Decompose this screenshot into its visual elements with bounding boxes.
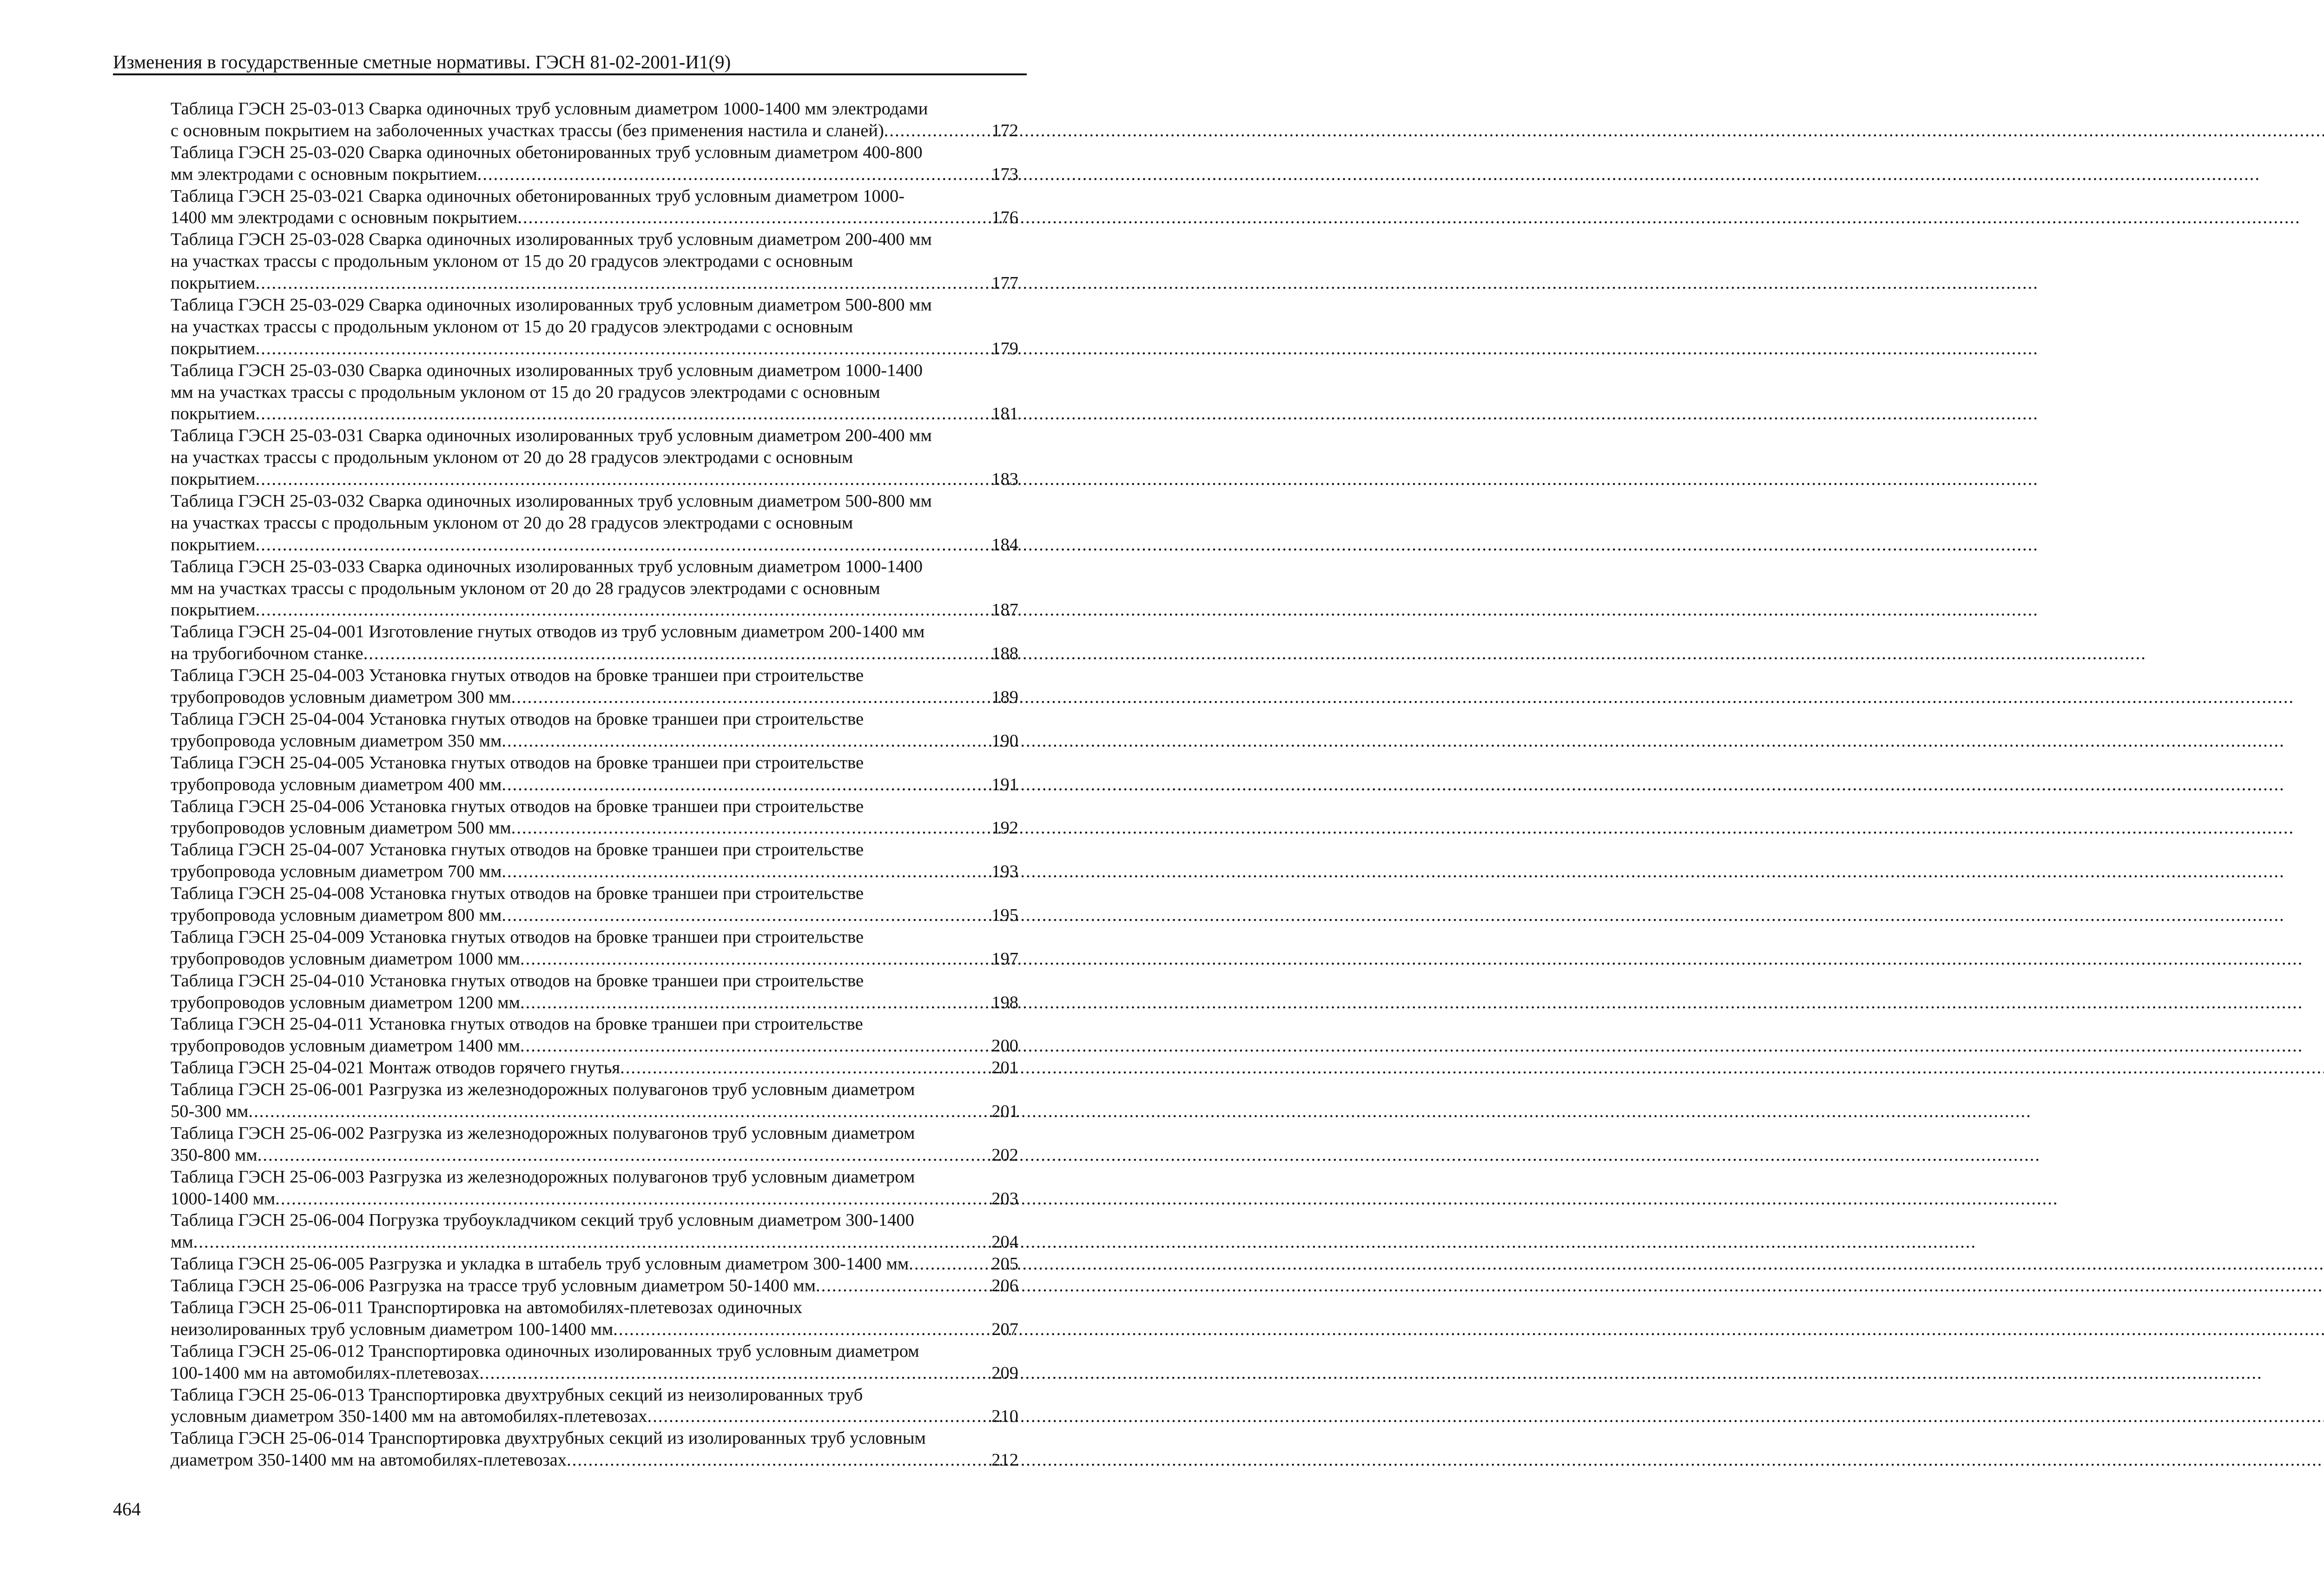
toc-entry-last-line xyxy=(171,338,1018,360)
toc-entry-text-line: Таблица ГЭСН 25-04-004 Установка гнутых отводов на бровке траншеи при строительстве xyxy=(171,709,864,729)
toc-entry-text-line: на участках трассы с продольным уклоном от 15 до 20 градусов электродами с основным xyxy=(171,317,853,337)
toc-entry[interactable] xyxy=(171,229,1018,294)
toc-entry-text-line: Таблица ГЭСН 25-06-014 Транспортировка двухтрубных секций из изолированных труб условным xyxy=(171,1428,926,1448)
dot-leader xyxy=(520,948,990,970)
toc-entry-text-line: мм на участках трассы с продольным уклоном от 20 до 28 градусов электродами с основным xyxy=(171,578,880,598)
toc-page-number: 206 xyxy=(991,1276,1018,1296)
toc-entry-text-line: с основным покрытием на заболоченных участках трассы (без применения настила и сланей) xyxy=(171,120,884,140)
toc-page-number: 203 xyxy=(991,1189,1018,1209)
toc-page-number: 179 xyxy=(991,338,1018,358)
dot-leader xyxy=(502,730,990,752)
toc-entry-last-line xyxy=(171,534,1018,556)
toc-entry-text-line: покрытием xyxy=(171,273,256,293)
dot-leader xyxy=(256,599,991,621)
toc-entry[interactable] xyxy=(171,621,1018,665)
toc-entry-text-line: мм xyxy=(171,1232,193,1252)
toc-entry[interactable] xyxy=(171,142,1018,185)
toc-entry-text-line: Таблица ГЭСН 25-04-009 Установка гнутых отводов на бровке траншеи при строительстве xyxy=(171,927,864,947)
toc-entry-text-line: Таблица ГЭСН 25-04-008 Установка гнутых отводов на бровке траншеи при строительстве xyxy=(171,884,864,904)
toc-entry[interactable] xyxy=(171,1079,1018,1123)
dot-leader xyxy=(363,643,991,665)
dot-leader xyxy=(193,1231,991,1253)
toc-entry-last-line xyxy=(171,1101,1018,1123)
toc-entry-last-line xyxy=(171,272,1018,294)
toc-entry-last-line xyxy=(171,1057,1018,1079)
toc-page-number: 212 xyxy=(991,1450,1018,1470)
toc-entry-text-line: Таблица ГЭСН 25-03-013 Сварка одиночных труб условным диаметром 1000-1400 мм электродами xyxy=(171,99,928,119)
toc-entry-text-line: мм на участках трассы с продольным уклоном от 15 до 20 градусов электродами с основным xyxy=(171,382,880,402)
toc-entry-text-line: мм электродами с основным покрытием xyxy=(171,164,477,184)
toc-entry-text-line: неизолированных труб условным диаметром 100-1400 мм xyxy=(171,1319,614,1339)
dot-leader xyxy=(477,164,991,185)
toc-entry-text-line: Таблица ГЭСН 25-04-005 Установка гнутых отводов на бровке траншеи при строительстве xyxy=(171,753,864,773)
toc-entry-last-line xyxy=(171,1253,1018,1275)
toc-entry-text-line: покрытием xyxy=(171,535,256,555)
toc-entry-last-line xyxy=(171,207,1018,229)
dot-leader xyxy=(517,207,990,229)
toc-entry-last-line xyxy=(171,1406,1018,1427)
toc-entry[interactable] xyxy=(171,294,1018,360)
toc-entry[interactable] xyxy=(171,1427,1018,1471)
toc-page-number: 188 xyxy=(991,644,1018,664)
toc-entry-last-line xyxy=(171,1188,1018,1210)
toc-page-number: 202 xyxy=(991,1145,1018,1165)
toc-entry-text-line: покрытием xyxy=(171,404,256,424)
toc-entry[interactable] xyxy=(171,1384,1018,1428)
dot-leader xyxy=(816,1275,990,1297)
toc-page-number: 172 xyxy=(991,120,1018,140)
dot-leader xyxy=(256,272,991,294)
toc-entry-last-line xyxy=(171,1275,1018,1297)
toc-entry[interactable] xyxy=(171,185,1018,229)
toc-page-number: 183 xyxy=(991,469,1018,489)
toc-page-number: 201 xyxy=(991,1058,1018,1078)
dot-leader xyxy=(647,1406,991,1427)
toc-entry-last-line xyxy=(171,1231,1018,1253)
toc-entry-last-line xyxy=(171,992,1018,1014)
toc-entry[interactable] xyxy=(171,665,1018,708)
toc-entry-last-line xyxy=(171,599,1018,621)
toc-entry-text-line: трубопроводов условным диаметром 500 мм xyxy=(171,818,511,838)
running-header xyxy=(113,50,1027,75)
toc-entry-last-line xyxy=(171,905,1018,926)
toc-entry-last-line xyxy=(171,1449,1018,1471)
dot-leader xyxy=(511,687,991,708)
dot-leader xyxy=(502,861,990,883)
dot-leader xyxy=(256,534,991,556)
toc-entry[interactable] xyxy=(171,1123,1018,1166)
toc-entry-text-line: на трубогибочном станке xyxy=(171,644,363,664)
toc-entry[interactable] xyxy=(171,1253,1018,1275)
toc-entry-last-line xyxy=(171,403,1018,425)
toc-entry-text-line: Таблица ГЭСН 25-03-029 Сварка одиночных изолированных труб условным диаметром 500-800 мм xyxy=(171,295,932,315)
toc-entry-text-line: Таблица ГЭСН 25-04-010 Установка гнутых отводов на бровке траншеи при строительстве xyxy=(171,971,864,991)
toc-page-number: 184 xyxy=(991,535,1018,555)
dot-leader xyxy=(256,469,991,490)
toc-entry[interactable] xyxy=(171,556,1018,621)
toc-page-number: 195 xyxy=(991,905,1018,925)
toc-page-number: 176 xyxy=(991,208,1018,228)
dot-leader xyxy=(256,338,991,360)
toc-entry-text-line: Таблица ГЭСН 25-06-002 Разгрузка из железнодорожных полувагонов труб условным диаметром xyxy=(171,1123,915,1143)
toc-entry-text-line: Таблица ГЭСН 25-06-001 Разгрузка из железнодорожных полувагонов труб условным диаметром xyxy=(171,1080,915,1100)
toc-entry[interactable] xyxy=(171,490,1018,556)
toc-entry-text-line: Таблица ГЭСН 25-03-032 Сварка одиночных изолированных труб условным диаметром 500-800 мм xyxy=(171,491,932,511)
toc-entry-last-line xyxy=(171,469,1018,490)
header-title: Изменения в государственные сметные нормативы. ГЭСН 81-02-2001-И1(9) xyxy=(113,51,731,73)
toc-entry-last-line xyxy=(171,120,1018,142)
toc-page-number: 177 xyxy=(991,273,1018,293)
toc-page-number: 209 xyxy=(991,1363,1018,1383)
toc-entry-last-line xyxy=(171,1319,1018,1341)
dot-leader xyxy=(257,1144,991,1166)
dot-leader xyxy=(520,992,990,1014)
toc-entry-text-line: на участках трассы с продольным уклоном от 15 до 20 градусов электродами с основным xyxy=(171,251,853,271)
toc-page-number: 198 xyxy=(991,992,1018,1012)
toc-entry-last-line xyxy=(171,730,1018,752)
toc-entry[interactable] xyxy=(171,1013,1018,1057)
toc-entry-text-line: Таблица ГЭСН 25-03-028 Сварка одиночных изолированных труб условным диаметром 200-400 мм xyxy=(171,230,932,250)
toc-entry-text-line: Таблица ГЭСН 25-03-033 Сварка одиночных изолированных труб условным диаметром 1000-1400 xyxy=(171,556,923,576)
dot-leader xyxy=(256,403,991,425)
toc-entry[interactable] xyxy=(171,1166,1018,1210)
toc-entry-text-line: 1400 мм электродами с основным покрытием xyxy=(171,208,518,228)
toc-entry[interactable] xyxy=(171,926,1018,970)
toc-entry-text-line: Таблица ГЭСН 25-06-003 Разгрузка из железнодорожных полувагонов труб условным диаметром xyxy=(171,1167,915,1187)
toc-entry-last-line xyxy=(171,164,1018,185)
toc-entry-text-line: Таблица ГЭСН 25-04-011 Установка гнутых отводов на бровке траншеи при строительстве xyxy=(171,1014,863,1034)
toc-entry[interactable] xyxy=(171,360,1018,425)
toc-entry-text-line: трубопровода условным диаметром 800 мм xyxy=(171,905,502,925)
toc-entry-text-line: покрытием xyxy=(171,338,256,358)
toc-page-number: 207 xyxy=(991,1319,1018,1339)
toc-page-number: 192 xyxy=(991,818,1018,838)
toc-entry-text-line: Таблица ГЭСН 25-03-030 Сварка одиночных изолированных труб условным диаметром 1000-1400 xyxy=(171,360,923,380)
toc-entry-text-line: Таблица ГЭСН 25-04-007 Установка гнутых отводов на бровке траншеи при строительстве xyxy=(171,840,864,860)
toc-entry-text-line: трубопроводов условным диаметром 1400 мм xyxy=(171,1036,520,1056)
dot-leader xyxy=(620,1057,990,1079)
toc-entry-text-line: трубопроводов условным диаметром 300 мм xyxy=(171,687,511,707)
toc-entry-text-line: покрытием xyxy=(171,600,256,620)
toc-page-number: 187 xyxy=(991,600,1018,620)
toc-entry-text-line: 1000-1400 мм xyxy=(171,1189,276,1209)
toc-entry-text-line: трубопроводов условным диаметром 1000 мм xyxy=(171,949,520,969)
toc-entry[interactable] xyxy=(171,839,1018,883)
dot-leader xyxy=(520,1035,990,1057)
toc-page-number: 181 xyxy=(991,404,1018,424)
toc-entry-text-line: Таблица ГЭСН 25-04-003 Установка гнутых отводов на бровке траншеи при строительстве xyxy=(171,666,864,686)
toc-entry[interactable] xyxy=(171,883,1018,926)
table-of-contents xyxy=(171,98,1018,1471)
toc-entry-text-line: трубопровода условным диаметром 400 мм xyxy=(171,774,502,794)
dot-leader xyxy=(248,1101,990,1123)
toc-entry[interactable] xyxy=(171,98,1018,142)
page-number: 464 xyxy=(113,1499,141,1519)
dot-leader xyxy=(884,120,990,142)
toc-entry-text-line: Таблица ГЭСН 25-06-005 Разгрузка и укладка в штабель труб условным диаметром 300-1400 мм xyxy=(171,1254,909,1274)
toc-entry-text-line: 350-800 мм xyxy=(171,1145,257,1165)
toc-entry-text-line: трубопроводов условным диаметром 1200 мм xyxy=(171,992,520,1012)
toc-page-number: 205 xyxy=(991,1254,1018,1274)
toc-page-number: 173 xyxy=(991,164,1018,184)
toc-page-number: 189 xyxy=(991,687,1018,707)
toc-entry[interactable] xyxy=(171,970,1018,1014)
toc-entry-last-line xyxy=(171,774,1018,796)
toc-page-number: 210 xyxy=(991,1407,1018,1427)
toc-entry-text-line: Таблица ГЭСН 25-04-006 Установка гнутых отводов на бровке траншеи при строительстве xyxy=(171,796,864,816)
toc-entry-text-line: Таблица ГЭСН 25-06-006 Разгрузка на трассе труб условным диаметром 50-1400 мм xyxy=(171,1276,816,1296)
toc-page-number: 200 xyxy=(991,1036,1018,1056)
toc-entry-text-line: на участках трассы с продольным уклоном от 20 до 28 градусов электродами с основным xyxy=(171,513,853,533)
toc-entry-last-line xyxy=(171,643,1018,665)
toc-entry-text-line: Таблица ГЭСН 25-06-011 Транспортировка на автомобилях-плетевозах одиночных xyxy=(171,1297,803,1317)
toc-entry-text-line: Таблица ГЭСН 25-06-013 Транспортировка двухтрубных секций из неизолированных труб xyxy=(171,1385,863,1405)
toc-entry-text-line: Таблица ГЭСН 25-03-020 Сварка одиночных обетонированных труб условным диаметром 400-800 xyxy=(171,142,923,162)
toc-entry-text-line: трубопровода условным диаметром 700 мм xyxy=(171,862,502,882)
toc-entry-text-line: трубопровода условным диаметром 350 мм xyxy=(171,731,502,751)
toc-entry-text-line: Таблица ГЭСН 25-04-001 Изготовление гнутых отводов из труб условным диаметром 200-1400 мм xyxy=(171,622,925,642)
toc-entry[interactable] xyxy=(171,752,1018,796)
dot-leader xyxy=(511,817,991,839)
toc-entry[interactable] xyxy=(171,425,1018,490)
toc-entry-last-line xyxy=(171,948,1018,970)
dot-leader xyxy=(567,1449,990,1471)
toc-entry-text-line: покрытием xyxy=(171,469,256,489)
toc-entry-text-line: Таблица ГЭСН 25-06-004 Погрузка трубоукладчиком секций труб условным диаметром 300-1400 xyxy=(171,1210,914,1230)
toc-page-number: 204 xyxy=(991,1232,1018,1252)
toc-entry-last-line xyxy=(171,817,1018,839)
toc-entry-text-line: Таблица ГЭСН 25-06-012 Транспортировка одиночных изолированных труб условным диаметром xyxy=(171,1341,919,1361)
dot-leader xyxy=(502,905,990,926)
toc-entry-text-line: 100-1400 мм на автомобилях-плетевозах xyxy=(171,1363,480,1383)
dot-leader xyxy=(613,1319,990,1341)
toc-entry-text-line: диаметром 350-1400 мм на автомобилях-плетевозах xyxy=(171,1450,567,1470)
toc-entry[interactable] xyxy=(171,1209,1018,1253)
toc-page-number: 193 xyxy=(991,862,1018,882)
toc-entry[interactable] xyxy=(171,1275,1018,1297)
toc-page-number: 191 xyxy=(991,774,1018,794)
toc-entry-last-line xyxy=(171,1035,1018,1057)
toc-entry-text-line: условным диаметром 350-1400 мм на автомобилях-плетевозах xyxy=(171,1407,647,1427)
toc-entry-text-line: Таблица ГЭСН 25-04-021 Монтаж отводов горячего гнутья xyxy=(171,1058,621,1078)
toc-entry-last-line xyxy=(171,1144,1018,1166)
toc-page-number: 190 xyxy=(991,731,1018,751)
dot-leader xyxy=(275,1188,990,1210)
toc-entry[interactable] xyxy=(171,1341,1018,1384)
toc-entry-last-line xyxy=(171,861,1018,883)
toc-page-number: 201 xyxy=(991,1101,1018,1121)
dot-leader xyxy=(909,1253,990,1275)
dot-leader xyxy=(502,774,990,796)
toc-entry-text-line: Таблица ГЭСН 25-03-021 Сварка одиночных обетонированных труб условным диаметром 1000- xyxy=(171,186,905,206)
toc-entry-last-line xyxy=(171,687,1018,708)
dot-leader xyxy=(479,1362,990,1384)
toc-entry[interactable] xyxy=(171,796,1018,839)
toc-entry-text-line: на участках трассы с продольным уклоном от 20 до 28 градусов электродами с основным xyxy=(171,448,853,468)
toc-entry-text-line: 50-300 мм xyxy=(171,1101,249,1121)
toc-entry[interactable] xyxy=(171,708,1018,752)
toc-entry[interactable] xyxy=(171,1297,1018,1341)
toc-entry-text-line: Таблица ГЭСН 25-03-031 Сварка одиночных изолированных труб условным диаметром 200-400 мм xyxy=(171,426,932,446)
toc-entry[interactable] xyxy=(171,1057,1018,1079)
toc-page-number: 197 xyxy=(991,949,1018,969)
toc-entry-last-line xyxy=(171,1362,1018,1384)
